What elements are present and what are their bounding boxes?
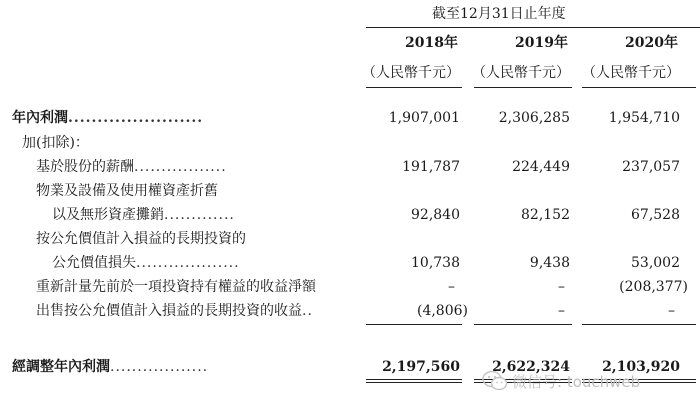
row-value-2020: 67,528 [631,207,680,223]
row-label: 基於股份的薪酬................. [36,159,227,175]
wechat-icon [482,370,508,392]
row-value-2020: 237,057 [622,159,680,175]
unit-2019: （人民幣千元） [472,65,570,81]
subtotal-rule-2019 [474,324,572,325]
unit-2018: （人民幣千元） [362,65,460,81]
row-value-2019: 9,438 [529,255,570,271]
total-value-2018: 2,197,560 [382,359,460,375]
total-label: 經調整年內利潤.................. [12,359,209,375]
row-label: 公允價值損失................... [52,255,240,271]
unit-2020: （人民幣千元） [582,65,680,81]
row-value-2020: (208,377) [619,279,688,295]
total-rule-2018-a [366,379,462,380]
row-value-2019: 224,449 [512,159,570,175]
header-rule [366,27,700,28]
watermark [482,370,640,392]
row-value-2019: – [558,303,565,319]
row-value-2020: 53,002 [631,255,680,271]
row-label: 按公允價值計入損益的長期投資的 [36,231,246,247]
row-label: 出售按公允價值計入損益的長期投資的收益.. [36,303,313,319]
row-label: 以及無形資產攤銷............. [52,207,235,223]
row-value-2018: 1,907,001 [388,110,460,126]
row-value-2020: – [668,303,675,319]
row-value-2020: 1,954,710 [608,110,680,126]
unit-rule-2020 [582,87,696,88]
row-value-2018: 10,738 [411,255,460,271]
row-value-2018: (4,806) [416,303,468,319]
row-label: 加(扣除)： [22,135,89,151]
row-value-2018: 191,787 [402,159,460,175]
year-2019: 2019年 [515,35,568,51]
watermark-text: 微信号: touchweb [512,372,641,391]
row-label: 年內利潤....................... [12,110,204,126]
total-value-2020: 2,103,920 [602,359,680,375]
row-label: 重新計量先前於一項投資持有權益的收益淨額 [36,279,316,295]
total-rule-2018-b [366,382,462,383]
year-2018: 2018年 [405,35,458,51]
unit-rule-2019 [474,87,572,88]
total-value-2019: 2,622,324 [492,359,570,375]
subtotal-rule-2018 [366,324,462,325]
unit-rule-2018 [366,87,462,88]
year-2020: 2020年 [625,35,678,51]
row-value-2019: 2,306,285 [498,110,570,126]
subtotal-rule-2020 [582,324,696,325]
row-value-2018: 92,840 [411,207,460,223]
row-value-2018: – [448,279,455,295]
row-value-2019: 82,152 [521,207,570,223]
period-label: 截至12月31日止年度 [432,6,566,22]
row-label: 物業及設備及使用權資產折舊 [36,183,218,199]
row-value-2019: – [558,279,565,295]
